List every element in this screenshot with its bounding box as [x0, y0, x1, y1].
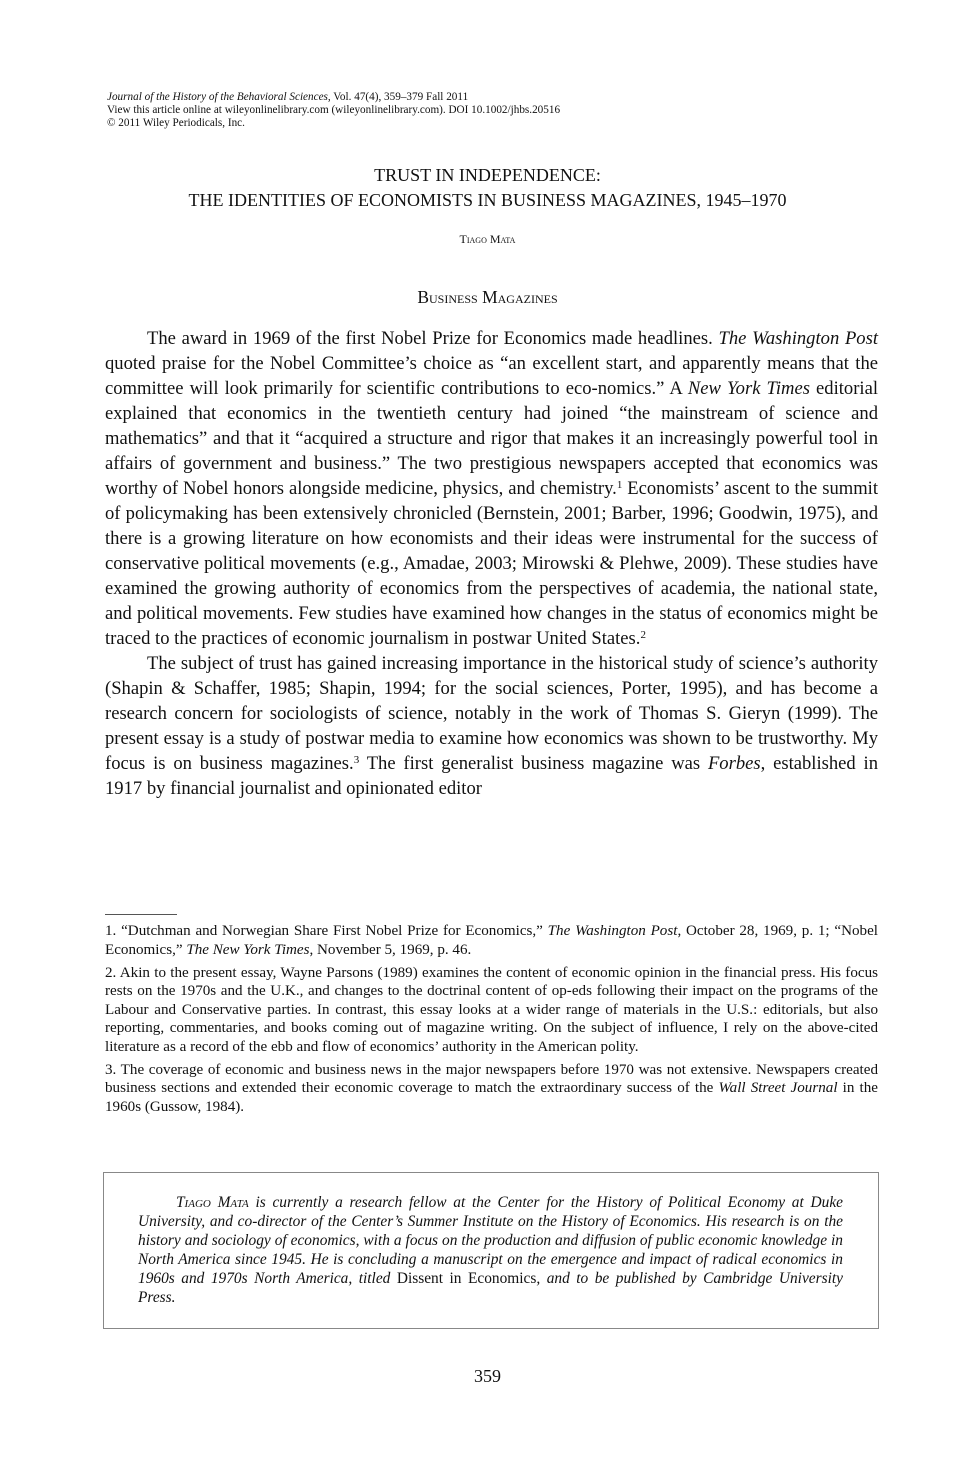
- body-text: [105, 326, 878, 801]
- text-run: Wall Street Journal: [718, 1080, 838, 1096]
- footnote-rule: [105, 914, 177, 915]
- text-run: 2. Akin to the present essay, Wayne Parsons (1989) examines the content of economic opinion in the financial press. His focus rests on the 1970s and the U.K., and changes to the doctrinal content of op-eds following their impact on the programs of the Labour and Conservative parties. In contrast, this essay looks at a wider range of materials in the U.S.: editorials, but also reporting, commentaries, and books coming out of magazine writing. On the subject of influence, I rely on the above-cited literature as a record of the ebb and flow of economics’ authority in the American polity.: [105, 964, 878, 1055]
- bio-paragraph: [138, 1193, 843, 1307]
- body-paragraph: [105, 326, 878, 651]
- journal-volume: Vol. 47(4), 359–379 Fall 2011: [330, 91, 469, 103]
- body-paragraph: [105, 651, 878, 801]
- text-run: The Washington Post: [718, 328, 879, 349]
- text-run: in the 1960s (Gussow, 1984).: [105, 1080, 878, 1115]
- footnote: [105, 1061, 878, 1117]
- text-run: , established in 1917 by financial journalist and opinionated editor: [105, 753, 879, 799]
- title-line-1: TRUST IN INDEPENDENCE:: [374, 165, 601, 185]
- journal-header: [107, 91, 560, 130]
- text-run: The New York Times: [186, 941, 310, 958]
- text-run: The Washington Post: [547, 923, 678, 939]
- footnote: [105, 964, 878, 1057]
- online-doi: View this article online at wileyonlinelibrary.com (wileyonlinelibrary.com). DOI 10.1002/jhbs.20516: [107, 104, 561, 116]
- text-run: 3. The coverage of economic and business news in the major newspapers before 1970 was not extensive. Newspapers created business sections and extended their economic coverage to match the extraordinary success of the: [105, 1061, 878, 1096]
- text-run: , October 28, 1969, p. 1; “Nobel Economics,”: [105, 923, 878, 958]
- footnote-marker: 3: [353, 754, 360, 766]
- journal-name: Journal of the History of the Behavioral Sciences,: [107, 91, 331, 103]
- page-number: 359: [474, 1366, 501, 1386]
- footnote: [105, 922, 878, 959]
- text-run: Dissent in Economics: [396, 1270, 537, 1287]
- section-heading: Business Magazines: [417, 287, 558, 307]
- text-run: quoted praise for the Nobel Committee’s choice as “an excellent start, and apparently means that the committee will look primarily for scientific contributions to eco-nomics.” A: [105, 353, 878, 399]
- text-run: New York Times: [687, 378, 810, 399]
- text-run: The award in 1969 of the first Nobel Prize for Economics made headlines.: [147, 328, 719, 349]
- copyright: © 2011 Wiley Periodicals, Inc.: [107, 117, 245, 129]
- article-title: [0, 163, 975, 213]
- text-run: , and to be published by Cambridge University Press.: [138, 1270, 843, 1306]
- title-line-2: THE IDENTITIES OF ECONOMISTS IN BUSINESS MAGAZINES, 1945–1970: [188, 190, 787, 210]
- text-run: Economists’ ascent to the summit of policymaking has been extensively chronicled (Bernstein, 2001; Barber, 1996; Goodwin, 1975), and there is a growing literature on how economists and their ideas were instrumental for the success of conservative political movements (e.g., Amadae, 2003; Mirowski & Plehwe, 2009). These studies have examined the growing authority of economics from the perspectives of academia, the national state, and political movements. Few studies have examined how changes in the status of economics might be traced to the practices of economic journalism in postwar United States.: [105, 478, 878, 649]
- text-run: , November 5, 1969, p. 46.: [309, 941, 472, 958]
- author-bio-box: [103, 1172, 879, 1329]
- text-run: Tiago Mata: [176, 1194, 249, 1211]
- footnotes: [105, 922, 878, 1121]
- text-run: 1. “Dutchman and Norwegian Share First Nobel Prize for Economics,”: [105, 923, 548, 939]
- author-bio: [138, 1193, 843, 1307]
- footnote-marker: 1: [616, 479, 623, 491]
- footnote-marker: 2: [640, 629, 646, 641]
- text-run: is currently a research fellow at the Center for the History of Political Economy at Duke University, and co-director of the Center’s Summer Institute on the History of Economics. His research is on the history and sociology of economics, with a focus on the production and diffusion of public economic knowledge in North America since 1945. He is concluding a manuscript on the emergence and impact of radical economics in 1960s and 1970s North America, titled: [138, 1194, 843, 1287]
- text-run: Forbes: [707, 753, 761, 774]
- text-run: The subject of trust has gained increasing importance in the historical study of science’s authority (Shapin & Schaffer, 1985; Shapin, 1994; for the social sciences, Porter, 1995), and has become a research concern for sociologists of science, notably in the work of Thomas S. Gieryn (1999). The present essay is a study of postwar media to examine how economics was shown to be trustworthy. My focus is on business magazines.: [105, 653, 878, 774]
- text-run: The first generalist business magazine was: [359, 753, 708, 774]
- text-run: editorial explained that economics in the twentieth century had joined “the mainstream of science and mathematics” and that it “acquired a structure and rigor that makes it an increasingly powerful tool in affairs of government and business.” The two prestigious newspapers accepted that economics was worthy of Nobel honors alongside medicine, physics, and chemistry.: [105, 378, 878, 499]
- author-name: Tiago Mata: [459, 232, 516, 246]
